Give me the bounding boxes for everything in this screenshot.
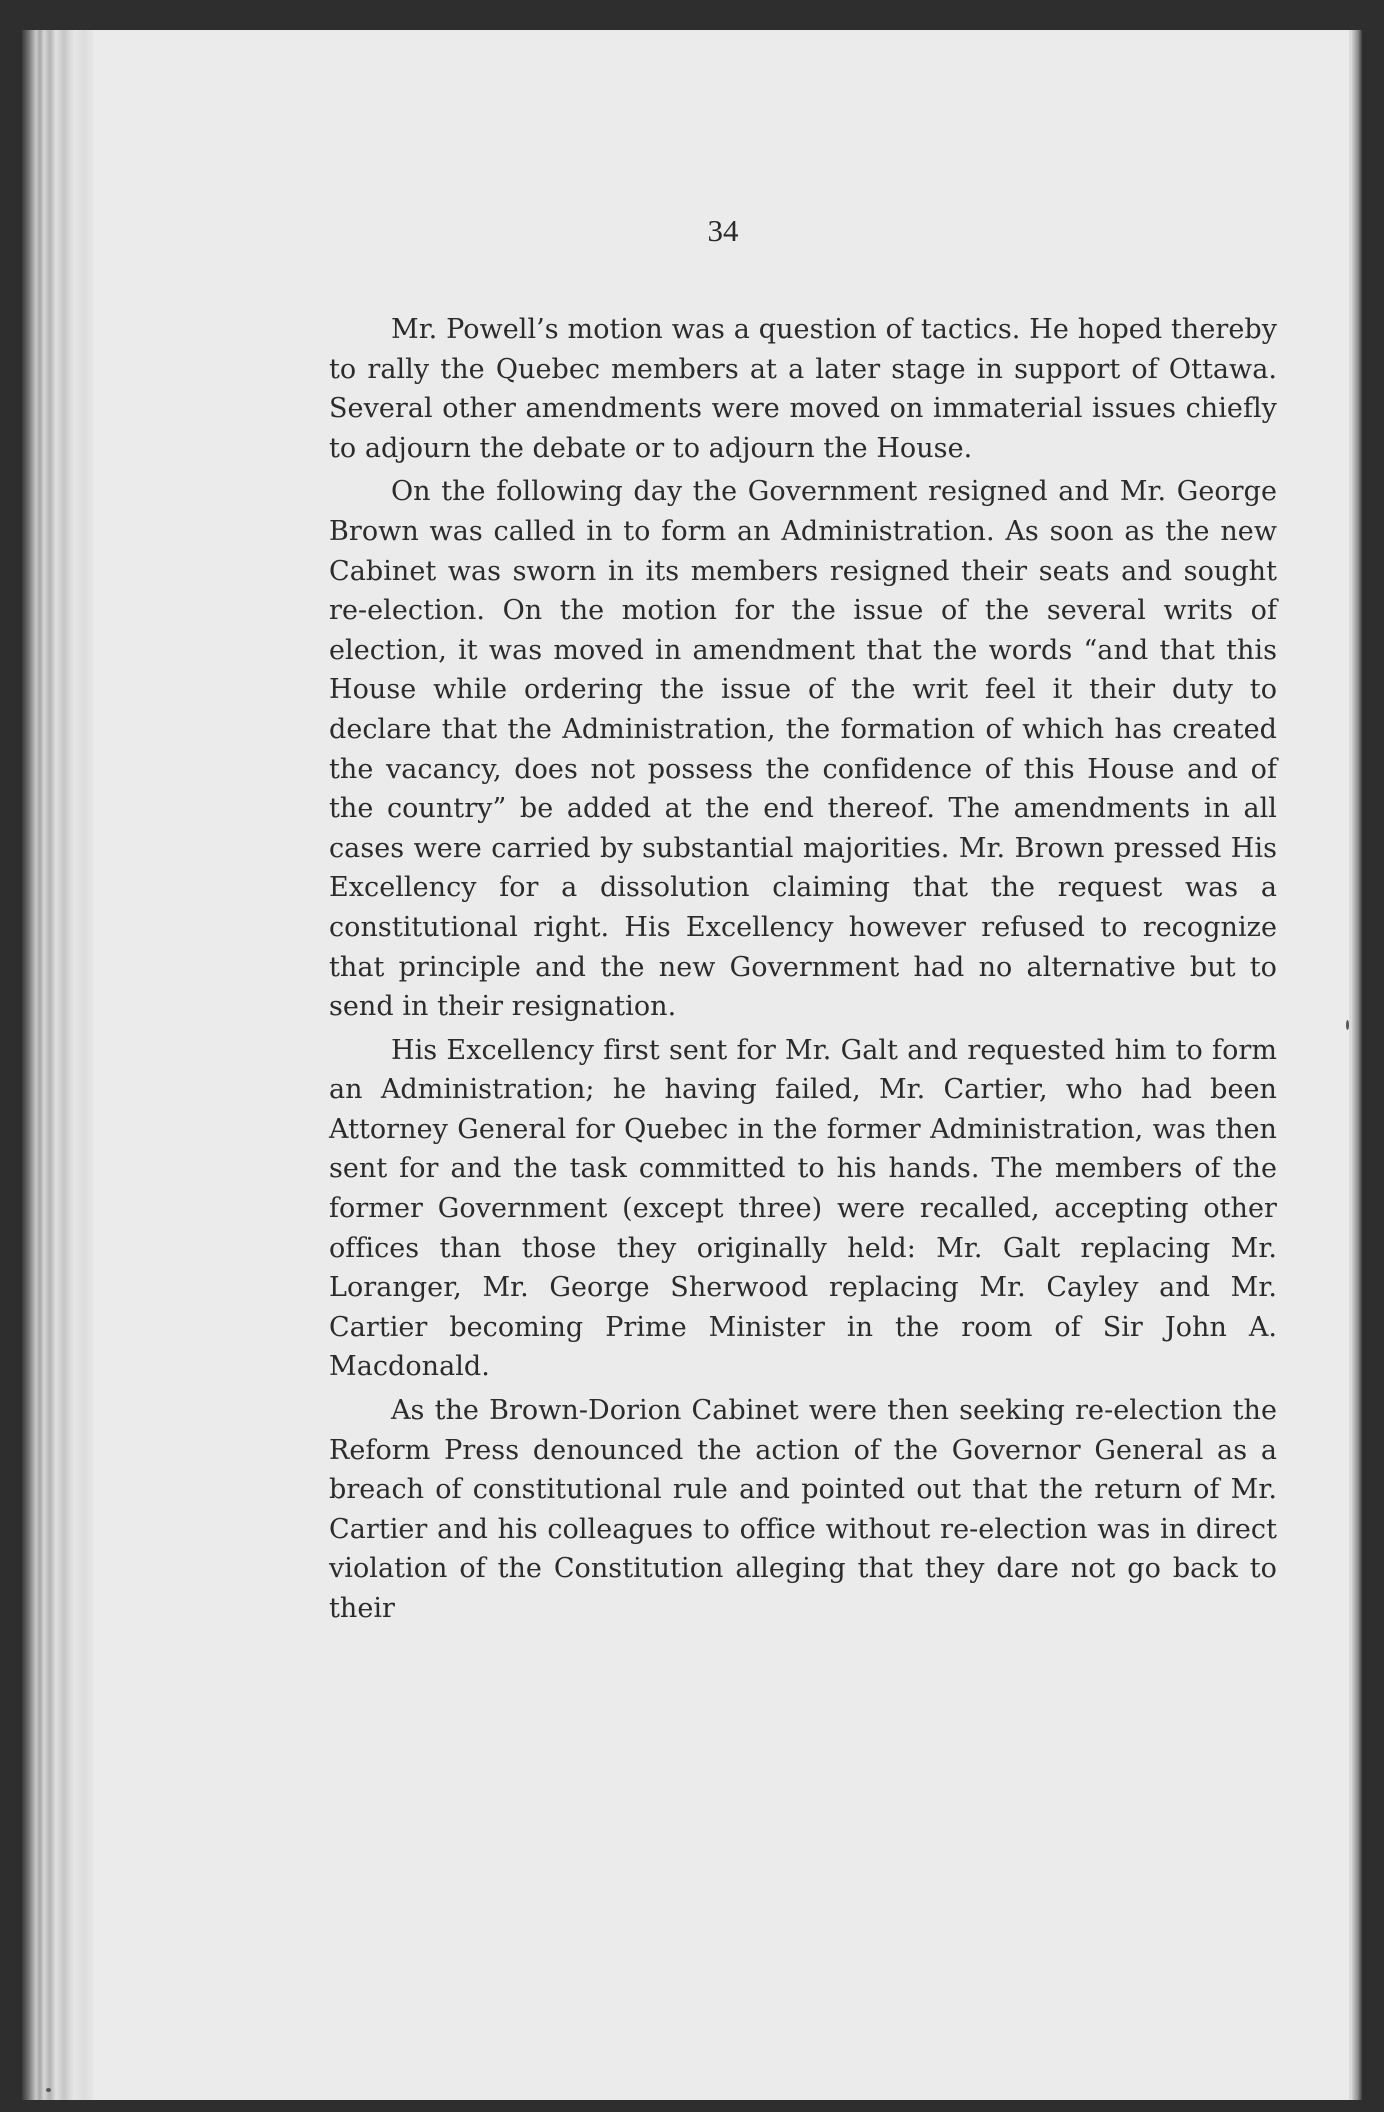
- body-text: [329, 310, 1277, 1629]
- book-page: [94, 30, 1352, 2100]
- paragraph-3: His Excellency first sent for Mr. Galt and requested him to form an Administration; he having failed, Mr. Cartier, who had been Attorney General for Quebec in the former Administration, was then sent for and the task committed to his hands. The members of the former Government (except three) were recalled, accepting other offices than those they originally held: Mr. Galt replacing Mr. Loranger, Mr. George Sherwood replacing Mr. Cayley and Mr. Cartier becoming Prime Minister in the room of Sir John A. Macdonald.: [329, 1034, 1277, 1383]
- book-binding-edge: [22, 30, 94, 2100]
- dust-speck: [1346, 1020, 1349, 1030]
- paragraph-2: On the following day the Government resigned and Mr. George Brown was called in to form an Administration. As soon as the new Cabinet was sworn in its members resigned their seats and sought re-election. On the motion for the issue of the several writs of election, it was moved in amendment that the words “and that this House while ordering the issue of the writ feel it their duty to declare that the Administration, the formation of which has created the vacancy, does not possess the confidence of this House and of the country” be added at the end thereof. The amendments in all cases were carried by substantial majorities. Mr. Brown pressed His Excellency for a dissolution claiming that the request was a constitutional right. His Excellency however refused to recognize that principle and the new Government had no alternative but to send in their resignation.: [329, 476, 1277, 1023]
- dust-speck: [46, 2088, 51, 2092]
- page-number: 34: [707, 213, 739, 248]
- paragraph-4: As the Brown-Dorion Cabinet were then seeking re-election the Reform Press denounced the action of the Governor General as a breach of constitutional rule and pointed out that the return of Mr. Cartier and his colleagues to office without re-election was in direct violation of the Constitution alleging that they dare not go back to their: [329, 1395, 1277, 1624]
- paragraph-1: Mr. Powell’s motion was a question of tactics. He hoped thereby to rally the Quebec members at a later stage in support of Ottawa. Several other amendments were moved on immaterial issues chiefly to adjourn the debate or to adjourn the House.: [329, 314, 1277, 464]
- page-right-edge-shadow: [1352, 30, 1362, 2100]
